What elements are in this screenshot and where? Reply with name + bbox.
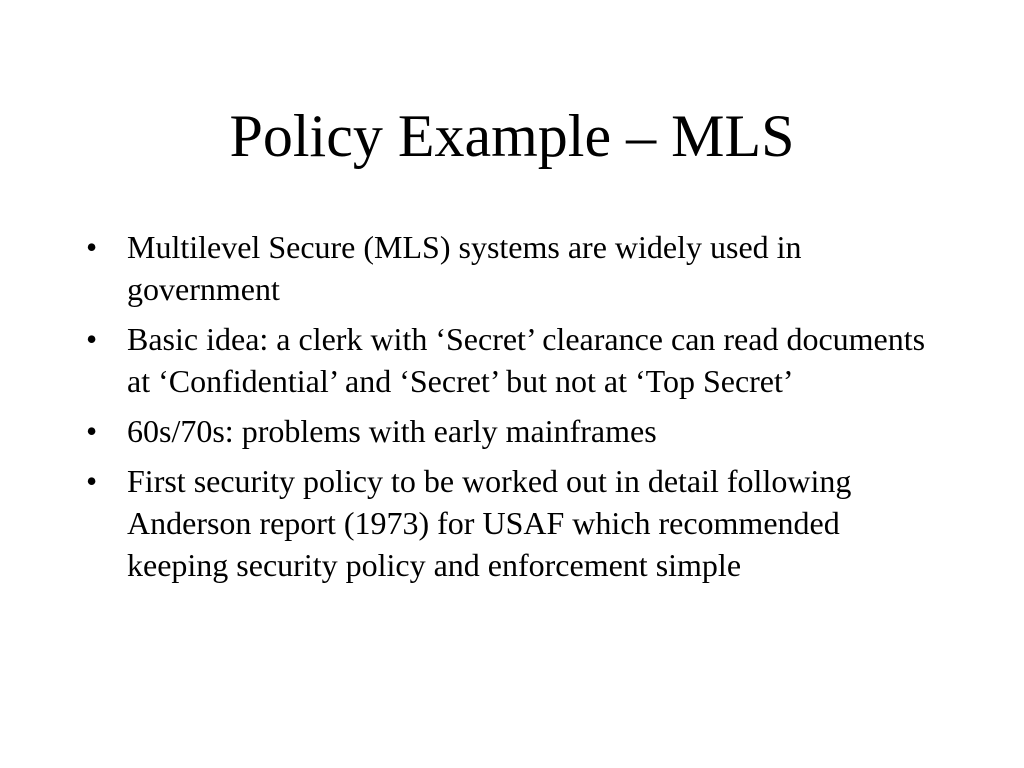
bullet-item-basic-idea — [86, 318, 946, 402]
bullet-text: First security policy to be worked out in detail following Anderson report (1973) for USAF which recommended keeping security policy and enforcement simple — [127, 463, 852, 583]
bullet-item-mls-systems — [86, 226, 946, 310]
bullet-item-mainframes — [86, 410, 946, 452]
bullet-text: 60s/70s: problems with early mainframes — [127, 413, 657, 449]
bullet-text: Multilevel Secure (MLS) systems are widely used in government — [127, 229, 802, 307]
bullet-list — [86, 226, 946, 594]
bullet-icon: • — [86, 321, 98, 357]
bullet-icon: • — [86, 413, 98, 449]
slide-title: Policy Example – MLS — [229, 103, 795, 169]
bullet-icon: • — [86, 229, 98, 265]
bullet-icon: • — [86, 463, 98, 499]
bullet-item-anderson-report — [86, 460, 946, 586]
bullet-text: Basic idea: a clerk with ‘Secret’ clearance can read documents at ‘Confidential’ and ‘Secret’ but not at ‘Top Secret’ — [127, 321, 926, 399]
